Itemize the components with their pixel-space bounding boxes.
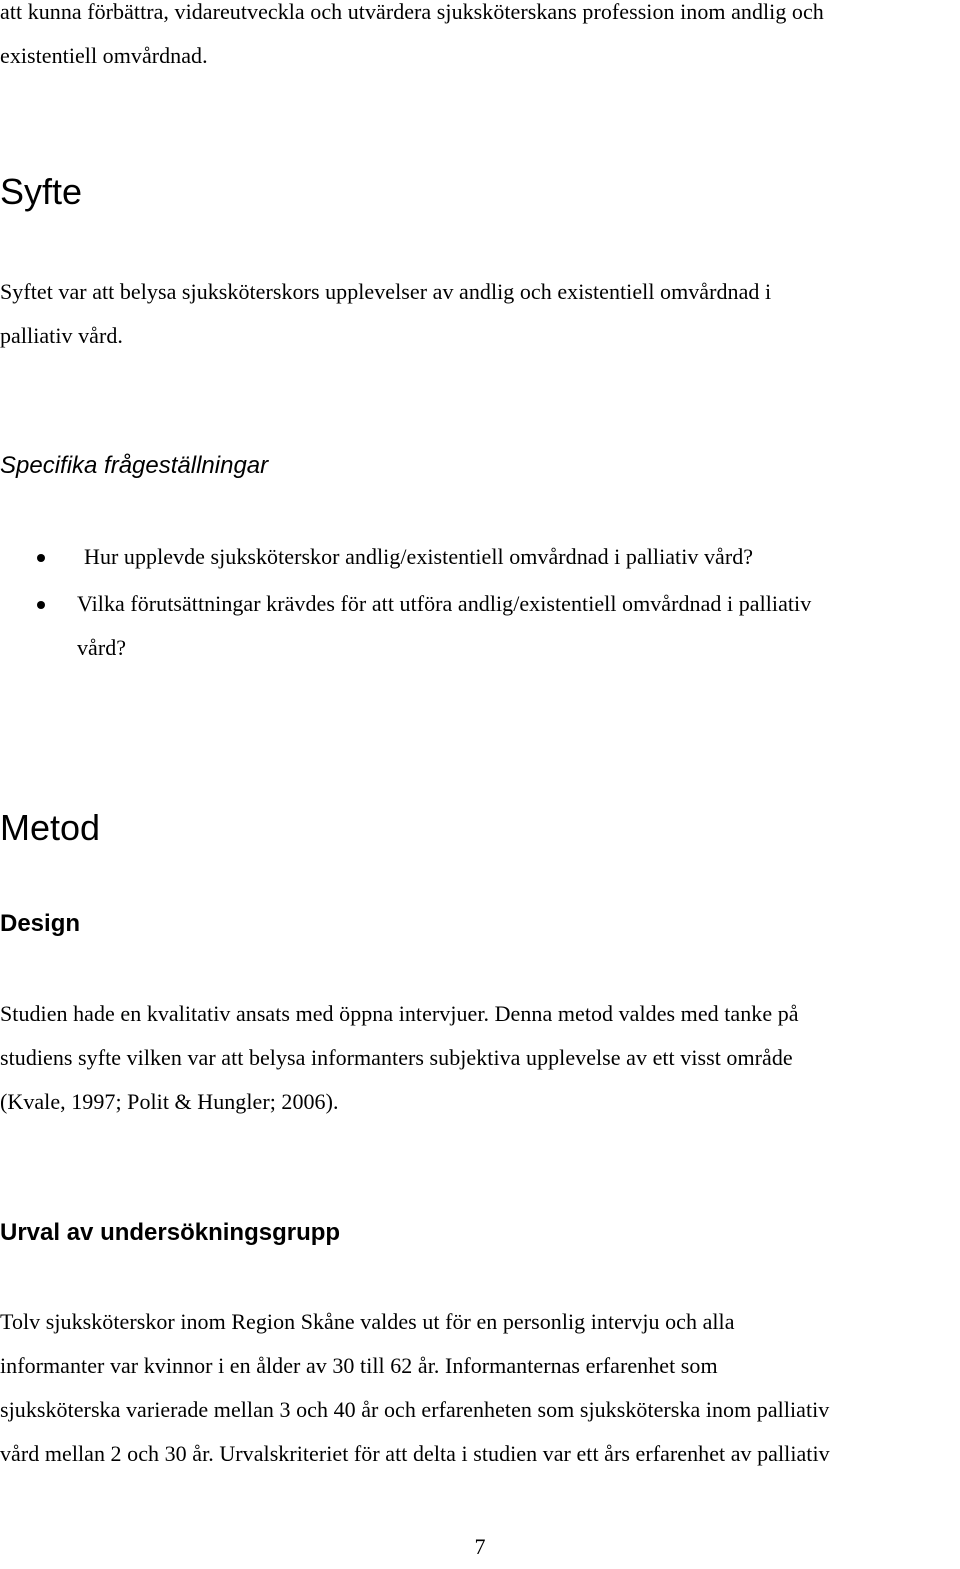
design-line-2: studiens syfte vilken var att belysa informanters subjektiva upplevelse av ett visst område: [0, 1045, 793, 1070]
design-paragraph: [0, 992, 960, 1124]
design-line-3: (Kvale, 1997; Polit & Hungler; 2006).: [0, 1089, 339, 1114]
page-number: 7: [474, 1534, 486, 1559]
metod-heading: Metod: [0, 807, 101, 848]
bullet-icon: [37, 554, 45, 562]
question-text: Hur upplevde sjuksköterskor andlig/existentiell omvårdnad i palliativ vård?: [84, 544, 754, 569]
bullet-icon: [37, 601, 45, 609]
syfte-line-1: Syftet var att belysa sjuksköterskors upplevelser av andlig och existentiell omvårdnad i: [0, 279, 772, 304]
question-line-1: Vilka förutsättningar krävdes för att utföra andlig/existentiell omvårdnad i palliativ: [77, 591, 812, 616]
urval-line-2: informanter var kvinnor i en ålder av 30 till 62 år. Informanternas erfarenhet som: [0, 1353, 718, 1378]
design-line-1: Studien hade en kvalitativ ansats med öppna intervjuer. Denna metod valdes med tanke på: [0, 1001, 799, 1026]
design-heading: Design: [0, 910, 81, 937]
syfte-paragraph: [0, 270, 960, 358]
syfte-line-2: palliativ vård.: [0, 323, 123, 348]
intro-line-1: att kunna förbättra, vidareutveckla och utvärdera sjuksköterskans profession inom andlig och: [0, 0, 824, 24]
syfte-heading: Syfte: [0, 171, 83, 212]
urval-line-4: vård mellan 2 och 30 år. Urvalskriteriet för att delta i studien var ett års erfarenhet av palliativ: [0, 1441, 830, 1466]
urval-heading: Urval av undersökningsgrupp: [0, 1219, 341, 1246]
question-line-2: vård?: [77, 635, 127, 660]
intro-line-2: existentiell omvårdnad.: [0, 43, 208, 68]
urval-paragraph: [0, 1300, 960, 1476]
urval-line-3: sjuksköterska varierade mellan 3 och 40 år och erfarenheten som sjuksköterska inom palliativ: [0, 1397, 830, 1422]
intro-paragraph: [0, 0, 960, 78]
urval-line-1: Tolv sjuksköterskor inom Region Skåne valdes ut för en personlig intervju och alla: [0, 1309, 735, 1334]
questions-heading: Specifika frågeställningar: [0, 452, 269, 479]
question-text: [77, 582, 957, 670]
